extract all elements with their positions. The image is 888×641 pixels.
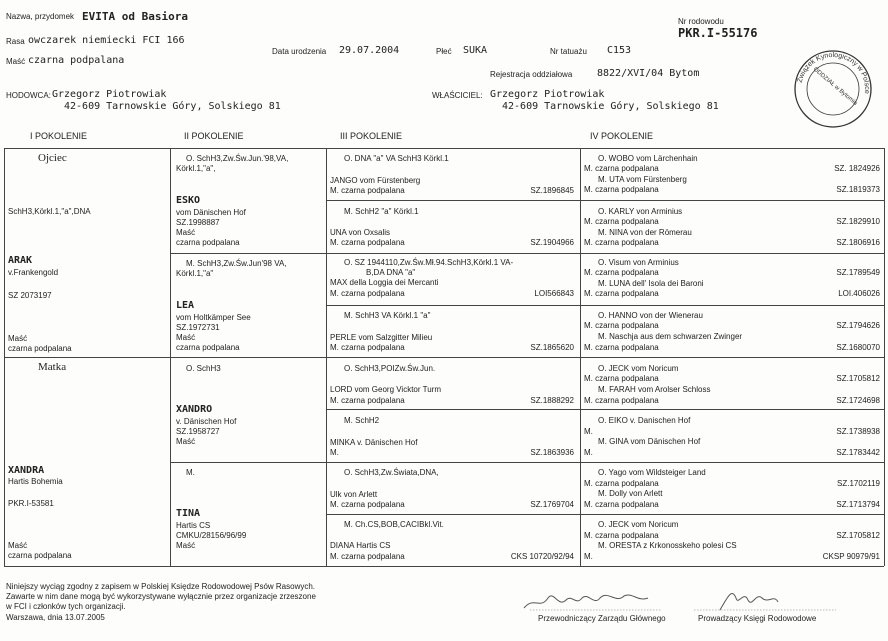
father-name: ARAK bbox=[8, 255, 33, 266]
stamp-inner-text: ODDZIAŁ w Bytomiu bbox=[811, 66, 859, 107]
xandro-name: XANDRO bbox=[176, 404, 213, 415]
dob-label: Data urodzenia bbox=[272, 47, 327, 56]
registration-value: 8822/XVI/04 Bytom bbox=[597, 68, 700, 79]
father-label: Ojciec bbox=[38, 152, 67, 164]
mother-kennel: Hartis Bohemia bbox=[8, 477, 63, 486]
color-label: Maść bbox=[6, 57, 26, 66]
gen-1-header: I POKOLENIE bbox=[30, 131, 88, 141]
sex-label: Płeć bbox=[436, 47, 452, 56]
owner-name: Grzegorz Piotrowiak bbox=[490, 89, 605, 100]
pedigree-number: PKR.I-55176 bbox=[678, 26, 758, 40]
sex-value: SUKA bbox=[463, 45, 488, 56]
owner-address: 42-609 Tarnowskie Góry, Solskiego 81 bbox=[502, 101, 719, 112]
father-color-label: Maść bbox=[8, 334, 28, 343]
tattoo-value: C153 bbox=[607, 45, 632, 56]
mother-name: XANDRA bbox=[8, 465, 45, 476]
race-label: Rasa bbox=[6, 37, 25, 46]
dog-name: EVITA od Basiora bbox=[82, 10, 188, 23]
tattoo-label: Nr tatuażu bbox=[550, 47, 587, 56]
color-value: czarna podpalana bbox=[28, 55, 125, 66]
father-reg: SZ 2073197 bbox=[8, 291, 52, 300]
gen-3-header: III POKOLENIE bbox=[340, 131, 403, 141]
kennel-union-stamp bbox=[792, 48, 874, 130]
name-label: Nazwa, przydomek bbox=[6, 12, 75, 21]
signature-registrar-label: Prowadzący Księgi Rodowodowe bbox=[698, 614, 817, 623]
gen-2-header: II POKOLENIE bbox=[184, 131, 244, 141]
owner-label: WŁAŚCICIEL: bbox=[432, 91, 483, 100]
stamp-ring-text: Związek Kynologiczny w Polsce bbox=[796, 51, 871, 95]
footer-line-1: Niniejszy wyciąg zgodny z zapisem w Polskiej Księdze Rodowodowej Psów Rasowych. bbox=[6, 582, 316, 591]
signature-registrar bbox=[690, 584, 840, 614]
mother-color-label: Maść bbox=[8, 541, 28, 550]
esko-name: ESKO bbox=[176, 195, 201, 206]
footer-date: Warszawa, dnia 13.07.2005 bbox=[6, 613, 105, 622]
footer-line-3: w FCI i członków tych organizacji. bbox=[6, 602, 126, 611]
mother-label: Matka bbox=[38, 361, 67, 373]
father-kennel: v.Frankengold bbox=[8, 268, 59, 277]
breeder-address: 42-609 Tarnowskie Góry, Solskiego 81 bbox=[64, 101, 281, 112]
gen-4-header: IV POKOLENIE bbox=[590, 131, 654, 141]
race-value: owczarek niemiecki FCI 166 bbox=[28, 35, 185, 46]
tina-name: TINA bbox=[176, 508, 201, 519]
footer-line-2: Zawarte w nim dane mogą być wykorzystywane wyłącznie przez organizacje zrzeszone bbox=[6, 592, 316, 601]
mother-reg: PKR.I-53581 bbox=[8, 499, 54, 508]
pedigree-label: Nr rodowodu bbox=[678, 17, 724, 26]
registration-label: Rejestracja oddziałowa bbox=[490, 70, 573, 79]
dob-value: 29.07.2004 bbox=[339, 45, 400, 56]
lea-name: LEA bbox=[176, 300, 195, 311]
mother-color: czarna podpalana bbox=[8, 551, 72, 560]
father-titles: SchH3,Körkl.1,"a",DNA bbox=[8, 207, 91, 216]
breeder-label: HODOWCA: bbox=[6, 91, 51, 100]
signature-chairman-label: Przewodniczący Zarządu Głównego bbox=[538, 614, 666, 623]
signature-chairman bbox=[520, 586, 670, 614]
father-color: czarna podpalana bbox=[8, 344, 72, 353]
breeder-name: Grzegorz Piotrowiak bbox=[52, 89, 167, 100]
